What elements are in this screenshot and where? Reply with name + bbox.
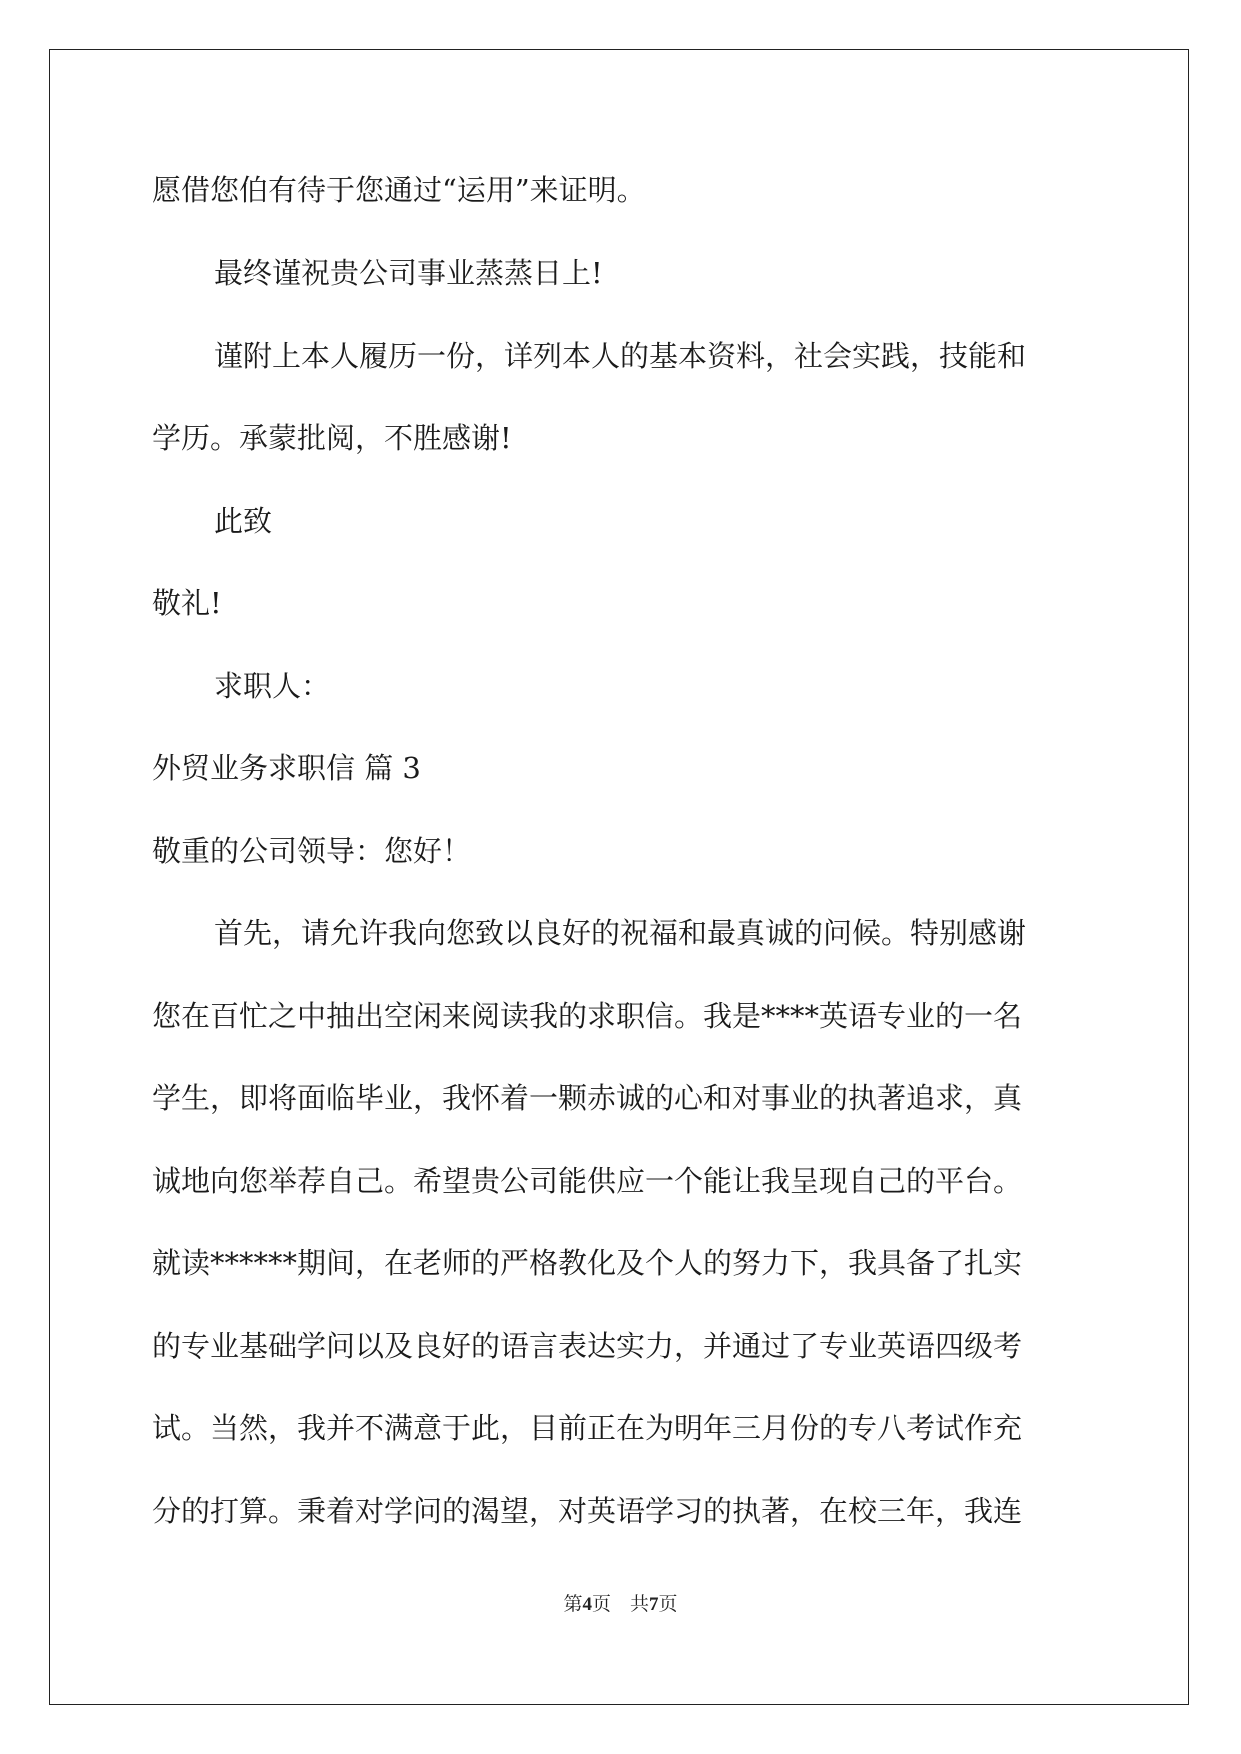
text-line: 求职人： bbox=[214, 669, 331, 703]
text-line: 最终谨祝贵公司事业蒸蒸日上! bbox=[214, 256, 603, 290]
text-line: 愿借您伯有待于您通过“运用”来证明。 bbox=[152, 173, 646, 207]
text-line: 学生，即将面临毕业，我怀着一颗赤诚的心和对事业的执著追求，真 bbox=[152, 1081, 1023, 1115]
page-current: 4 bbox=[582, 1594, 592, 1615]
salutation: 敬重的公司领导：您好！ bbox=[152, 834, 472, 868]
page-footer bbox=[0, 1589, 1241, 1616]
text-line: 敬礼! bbox=[152, 586, 222, 620]
section-heading: 外贸业务求职信 篇 3 bbox=[152, 751, 421, 785]
page-border bbox=[49, 49, 1189, 1705]
text-line: 就读******期间，在老师的严格教化及个人的努力下，我具备了扎实 bbox=[152, 1246, 1023, 1280]
text-line: 诚地向您举荐自己。希望贵公司能供应一个能让我呈现自己的平台。 bbox=[152, 1164, 1023, 1198]
text-line: 学历。承蒙批阅，不胜感谢! bbox=[152, 421, 512, 455]
text-line: 谨附上本人履历一份，详列本人的基本资料，社会实践，技能和 bbox=[214, 339, 1027, 373]
text-line: 分的打算。秉着对学问的渴望，对英语学习的执著，在校三年，我连 bbox=[152, 1494, 1023, 1528]
footer-prefix: 第 bbox=[563, 1594, 583, 1615]
text-line: 此致 bbox=[214, 504, 273, 538]
text-line: 您在百忙之中抽出空闲来阅读我的求职信。我是****英语专业的一名 bbox=[152, 999, 1023, 1033]
page-total: 7 bbox=[649, 1594, 659, 1615]
footer-suffix: 页 bbox=[658, 1594, 678, 1615]
text-line: 首先，请允许我向您致以良好的祝福和最真诚的问候。特别感谢 bbox=[214, 916, 1027, 950]
footer-mid: 页 共 bbox=[591, 1594, 649, 1615]
text-line: 试。当然，我并不满意于此，目前正在为明年三月份的专八考试作充 bbox=[152, 1411, 1023, 1445]
text-line: 的专业基础学问以及良好的语言表达实力，并通过了专业英语四级考 bbox=[152, 1329, 1023, 1363]
